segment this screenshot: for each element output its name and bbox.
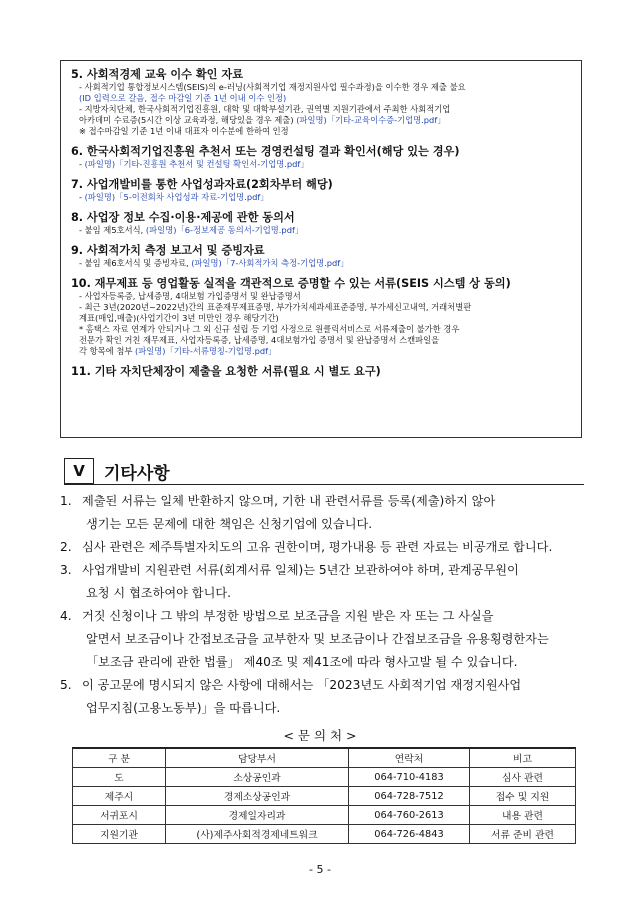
requirement-item (71, 67, 571, 137)
table-row (73, 768, 576, 787)
detail-text: 계표(매입,매출)(사업기간이 3년 미만인 경우 해당기간) (79, 313, 279, 323)
note-line: 심사 관련은 제주특별자치도의 고유 권한이며, 평가내용 등 관련 자료는 비공개로 합니다. (82, 540, 553, 554)
note-item (60, 559, 590, 605)
requirement-detail (71, 82, 571, 93)
note-line: 알면서 보조금이나 간접보조금을 교부한자 및 보조금이나 간접보조금을 유용횡령한자는 (86, 632, 549, 646)
section-header (64, 458, 584, 484)
note-line: 생기는 모든 문제에 대한 책임은 신청기업에 있습니다. (86, 517, 373, 531)
note-item (60, 674, 590, 720)
cell-phone: 064-760-2613 (349, 806, 470, 825)
note-number: 2. (60, 540, 72, 554)
detail-text: * 홈택스 자료 연계가 안되거나 그 외 신규 설립 등 기업 사정으로 원클릭서비스로 서류제출이 불가한 경우 (79, 324, 460, 334)
header-department: 담당부서 (166, 748, 349, 768)
file-name-text: (파일명)「5-이전회차 사업성과 자료-기업명.pdf」 (84, 192, 269, 202)
detail-text: - 최근 3년(2020년~2022년)간의 표준재무제표증명, 부가가치세과세표준증명, 부가세신고내역, 거래처별판 (79, 302, 472, 312)
file-name-text: (파일명)「기타-서류명칭-기업명.pdf」 (132, 346, 277, 356)
requirement-item (71, 210, 571, 236)
requirement-detail (71, 225, 571, 236)
cell-department: (사)제주사회적경제네트워크 (166, 825, 349, 844)
section-title: 기타사항 (104, 463, 170, 484)
contact-title: < 문 의 처 > (283, 728, 357, 743)
cell-department: 경제일자리과 (166, 806, 349, 825)
note-line: 사업개발비 지원관련 서류(회계서류 일체)는 5년간 보관하여야 하며, 관계공무원이 (82, 563, 519, 577)
requirement-item (71, 144, 571, 170)
requirement-title: 6. 한국사회적기업진흥원 추천서 또는 경영컨설팅 결과 확인서(해당 있는 경우) (71, 145, 460, 158)
file-name-text: (파일명)「기타-진흥원 추천서 및 컨설팅 확인서-기업명.pdf」 (84, 159, 309, 169)
requirement-detail (71, 126, 571, 137)
detail-text: - 붙임 제6호서식 및 증빙자료, (79, 258, 192, 268)
note-number: 4. (60, 609, 72, 623)
table-row (73, 806, 576, 825)
header-division: 구 분 (73, 748, 166, 768)
requirements-box (60, 60, 582, 438)
note-item (60, 605, 590, 674)
detail-text: 각 항목에 첨부 (79, 346, 133, 356)
requirement-detail (71, 335, 571, 346)
note-line: 거짓 신청이나 그 밖의 부정한 방법으로 보조금을 지원 받은 자 또는 그 사실을 (82, 609, 494, 623)
note-line: 이 공고문에 명시되지 않은 사항에 대해서는 「2023년도 사회적기업 재정지원사업 (82, 678, 522, 692)
header-phone: 연락처 (349, 748, 470, 768)
requirement-title: 8. 사업장 정보 수집·이용·제공에 관한 동의서 (71, 211, 295, 224)
cell-note: 내용 관련 (470, 806, 576, 825)
requirement-title: 10. 재무제표 등 영업활동 실적을 객관적으로 증명할 수 있는 서류(SEIS 시스템 상 동의) (71, 277, 511, 290)
header-note: 비고 (470, 748, 576, 768)
cell-note: 접수 및 지원 (470, 787, 576, 806)
detail-text: (ID 입력으로 갈음, 접수 마감일 기준 1년 이내 이수 인정) (79, 93, 287, 103)
cell-phone: 064-726-4843 (349, 825, 470, 844)
note-line: 업무지침(고용노동부)」을 따릅니다. (86, 701, 281, 715)
cell-division: 도 (73, 768, 166, 787)
requirement-detail (71, 115, 571, 126)
detail-text: - (79, 192, 85, 202)
requirement-detail (71, 313, 571, 324)
requirement-item (71, 177, 571, 203)
detail-text: - 지방자치단체, 한국사회적기업진흥원, 대학 및 대학부설기관, 권역별 지원기관에서 주최한 사회적기업 (79, 104, 451, 114)
detail-text: - 붙임 제5호서식, (79, 225, 146, 235)
file-name-text: (파일명)「기타-교육이수증-기업명.pdf」 (293, 115, 446, 125)
detail-text: - 사회적기업 통합정보시스템(SEIS)의 e-러닝(사회적기업 재정지원사업 필수과정)을 이수한 경우 제출 불요 (79, 82, 466, 92)
requirement-title: 9. 사회적가치 측정 보고서 및 증빙자료 (71, 244, 265, 257)
section-divider (64, 484, 584, 485)
detail-text: 아카데미 수료증(5시간 이상 교육과정, 해당있을 경우 제출) (79, 115, 294, 125)
requirement-item (71, 243, 571, 269)
requirement-detail (71, 104, 571, 115)
cell-division: 지원기관 (73, 825, 166, 844)
detail-text: 전문가 확인 거친 재무제표, 사업자등록증, 납세증명, 4대보험가입 증명서 및 완납증명서 스캔파일을 (79, 335, 440, 345)
requirement-detail (71, 291, 571, 302)
cell-phone: 064-710-4183 (349, 768, 470, 787)
requirement-detail (71, 346, 571, 357)
requirement-detail (71, 258, 571, 269)
requirement-item (71, 364, 571, 379)
cell-note: 서류 준비 관련 (470, 825, 576, 844)
cell-division: 제주시 (73, 787, 166, 806)
note-line: 요청 시 협조하여야 합니다. (86, 586, 232, 600)
requirement-detail (71, 324, 571, 335)
page-number: - 5 - (309, 863, 331, 876)
file-name-text: (파일명)「6-정보제공 동의서-기업명.pdf」 (145, 225, 304, 235)
section-roman-numeral: Ⅴ (64, 458, 94, 484)
note-item (60, 536, 590, 559)
cell-division: 서귀포시 (73, 806, 166, 825)
notes-list (60, 490, 590, 720)
note-number: 3. (60, 563, 72, 577)
requirement-detail (71, 192, 571, 203)
contact-table (72, 747, 576, 844)
requirement-detail (71, 93, 571, 104)
detail-text: - 사업자등록증, 납세증명, 4대보험 가입증명서 및 완납증명서 (79, 291, 301, 301)
requirement-detail (71, 302, 571, 313)
requirement-title: 7. 사업개발비를 통한 사업성과자료(2회차부터 해당) (71, 178, 333, 191)
cell-note: 심사 관련 (470, 768, 576, 787)
cell-phone: 064-728-7512 (349, 787, 470, 806)
detail-text: - (79, 159, 85, 169)
cell-department: 소상공인과 (166, 768, 349, 787)
detail-text: ※ 접수마감일 기준 1년 이내 대표자 이수분에 한하여 인정 (79, 126, 289, 136)
table-row (73, 825, 576, 844)
note-line: 제출된 서류는 일체 반환하지 않으며, 기한 내 관련서류를 등록(제출)하지 않아 (82, 494, 496, 508)
note-number: 1. (60, 494, 72, 508)
requirement-detail (71, 159, 571, 170)
cell-department: 경제소상공인과 (166, 787, 349, 806)
note-line: 「보조금 관리에 관한 법률」 제40조 및 제41조에 따라 형사고발 될 수 있습니다. (86, 655, 518, 669)
note-item (60, 490, 590, 536)
note-number: 5. (60, 678, 72, 692)
requirement-title: 5. 사회적경제 교육 이수 확인 자료 (71, 68, 244, 81)
requirement-item (71, 276, 571, 357)
table-row (73, 787, 576, 806)
requirement-title: 11. 기타 자치단체장이 제출을 요청한 서류(필요 시 별도 요구) (71, 365, 381, 378)
file-name-text: (파일명)「7-사회적가치 측정-기업명.pdf」 (191, 258, 349, 268)
